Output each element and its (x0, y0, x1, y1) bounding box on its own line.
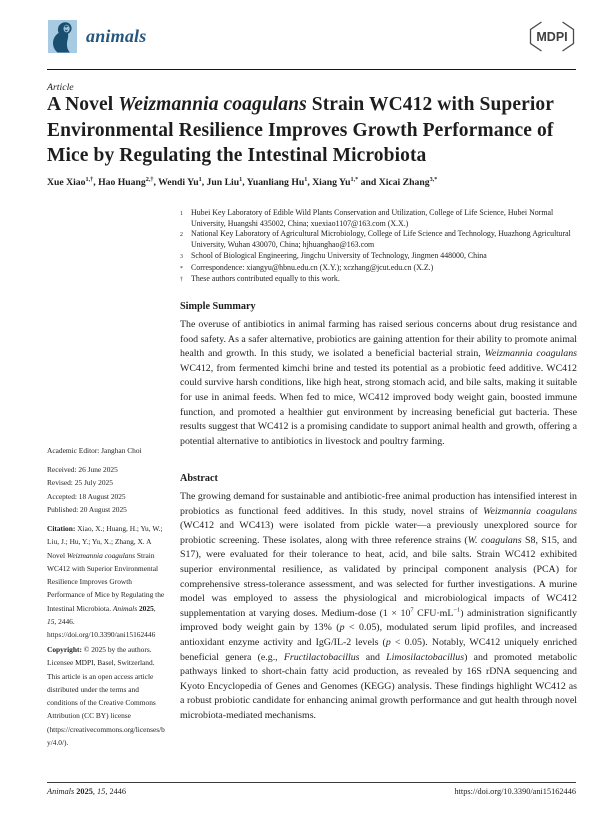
footer-doi-link[interactable]: https://doi.org/10.3390/ani15162446 (454, 787, 576, 796)
article-type-label: Article (47, 82, 74, 93)
affiliation-item: 2 National Key Laboratory of Agricultural Microbiology, College of Life Science and Technology, Huazhong Agricultural University, Wuhan 430070, China; hjhuanghao@163.com (180, 229, 571, 250)
published-date: Published: 20 August 2025 (47, 504, 127, 514)
footer-journal-reference: Animals 2025, 15, 2446 (47, 787, 127, 796)
author: Xue Xiao$^{1,\dagger}$, (47, 175, 99, 188)
header-divider (47, 69, 576, 70)
academic-editor-line: Academic Editor: Janghan Choi (47, 446, 142, 455)
monkey-icon (48, 20, 77, 53)
affiliation-item: 1 Hubei Key Laboratory of Edible Wild Plants Conservation and Utilization, College of Life Science, Hubei Normal University, Huangshi 435002, China; xuexiao1107@163.com (X.X.) (180, 208, 554, 228)
correspondence-line: * Correspondence: xiangyu@hbnu.edu.cn (X.Y.); xczhang@jcut.edu.cn (X.Z.) (180, 262, 434, 272)
author: Xicai Zhang$^{3,*}$ (378, 175, 438, 188)
equal-contribution-note: † These authors contributed equally to this work. (180, 274, 340, 284)
author: Jun Liu$^1$, (206, 175, 247, 188)
author: Yuanliang Hu$^1$, (246, 175, 313, 188)
copyright-block: Copyright: © 2025 by the authors. Licensee MDPI, Basel, Switzerland. This article is an open access article distributed under the terms and conditions of the Creative Commons Attribution (CC BY) license (https://creativecommons.org/licenses/by/4.0/). (47, 645, 165, 748)
abstract-heading: Abstract (180, 473, 218, 484)
citation-block: Citation: Xiao, X.; Huang, H.; Yu, W.; Liu, J.; Hu, Y.; Yu, X.; Zhang, X. A Novel Weizmannia coagulans Strain WC412 with Superior Environmental Resilience Improves Growth Performance of Mice by Regulating the Intestinal Microbiota. Animals 2025, 15, 2446. https://doi.org/10.3390/ani15162446 (47, 524, 165, 640)
mdpi-wordmark: MDPI (536, 30, 568, 44)
journal-name: animals (86, 26, 147, 46)
affiliation-item: 3 School of Biological Engineering, Jingchu University of Technology, Jingmen 448000, China (180, 250, 487, 260)
animals-journal-logo[interactable] (48, 20, 146, 53)
author-line (47, 177, 576, 188)
abstract-text: The growing demand for sustainable and antibiotic-free animal production has intensified interest in probiotics as functional feed additives. In this study, novel strains of Weizmannia coagulans (WC412 and WC413) were isolated from pickle water—a previously unexplored source for probiotic screening. These isolates, along with three reference strains (W. coagulans S8, S15, and S17), were evaluated for their tolerance to heat, acid, and bile salts. Strain WC412 exhibited superior environmental resilience, as validated by principal component analysis (PCA) for comprehensive stress-tolerance assessment, and was selected for further investigations. A murine model was employed to assess the physiological and microbiological impacts of WC412 supplementation at varying doses. Medium-dose ($1 \times 10^7$ $CFU\cdot mL^{-1}$) administration significantly improved body weight gain by 13% (p < 0.05), modulated serum lipid profiles, and increased antioxidant enzyme activity and IgG/IL-2 levels (p < 0.05). Notably, WC412 uniquely enriched beneficial genera (e.g., Fructilactobacillus and Limosilactobacillus) and promoted metabolic pathways linked to short-chain fatty acid production, as revealed by 16S rDNA sequencing and Kyoto Encyclopedia of Genes and Genomes (KEGG) analysis. These findings highlight WC412 as a robust probiotic candidate for enhancing animal growth performance and gut health through novel microbiota-mediated mechanisms. (180, 491, 578, 721)
accepted-date: Accepted: 18 August 2025 (47, 491, 126, 501)
mdpi-logo[interactable] (528, 21, 576, 52)
simple-summary-heading: Simple Summary (180, 301, 256, 312)
author: Xiang $Yu^{1,*}$ and (312, 175, 379, 188)
paper-title: A Novel Weizmannia coagulans Strain WC412 with Superior Environmental Resilience Improves Growth Performance of Mice by Regulating the Intestinal Microbiota (47, 94, 554, 166)
revised-date: Revised: 25 July 2025 (47, 478, 113, 488)
author: Wendi Yu$^1$, (158, 175, 207, 188)
footer-divider (47, 782, 576, 783)
received-date: Received: 26 June 2025 (47, 465, 118, 474)
page-footer (47, 787, 576, 796)
affiliations-list (180, 208, 577, 286)
simple-summary-text: The overuse of antibiotics in animal farming has raised serious concerns about drug resistance and food safety. As a safer alternative, probiotics are gaining attention for their ability to promote animal health and growth. In this study, we isolated a beneficial bacterial strain, Weizmannia coagulans WC412, from fermented kimchi brine and tested its potential as a probiotic feed additive. WC412 could survive harsh conditions, like high heat, strong stomach acid, and bile salts, making it suitable for use in animal feeds. When fed to mice, WC412 improved body weight gain, boosted immune function, and promoted a healthier gut environment by increasing beneficial gut bacteria. These results suggest that WC412 is a promising candidate to support animal health and growth, offering a potential alternative to antibiotics in livestock and poultry farming. (180, 319, 577, 447)
author: Hao Huang$^{2,\dagger}$, (98, 175, 159, 188)
article-history (47, 463, 166, 516)
